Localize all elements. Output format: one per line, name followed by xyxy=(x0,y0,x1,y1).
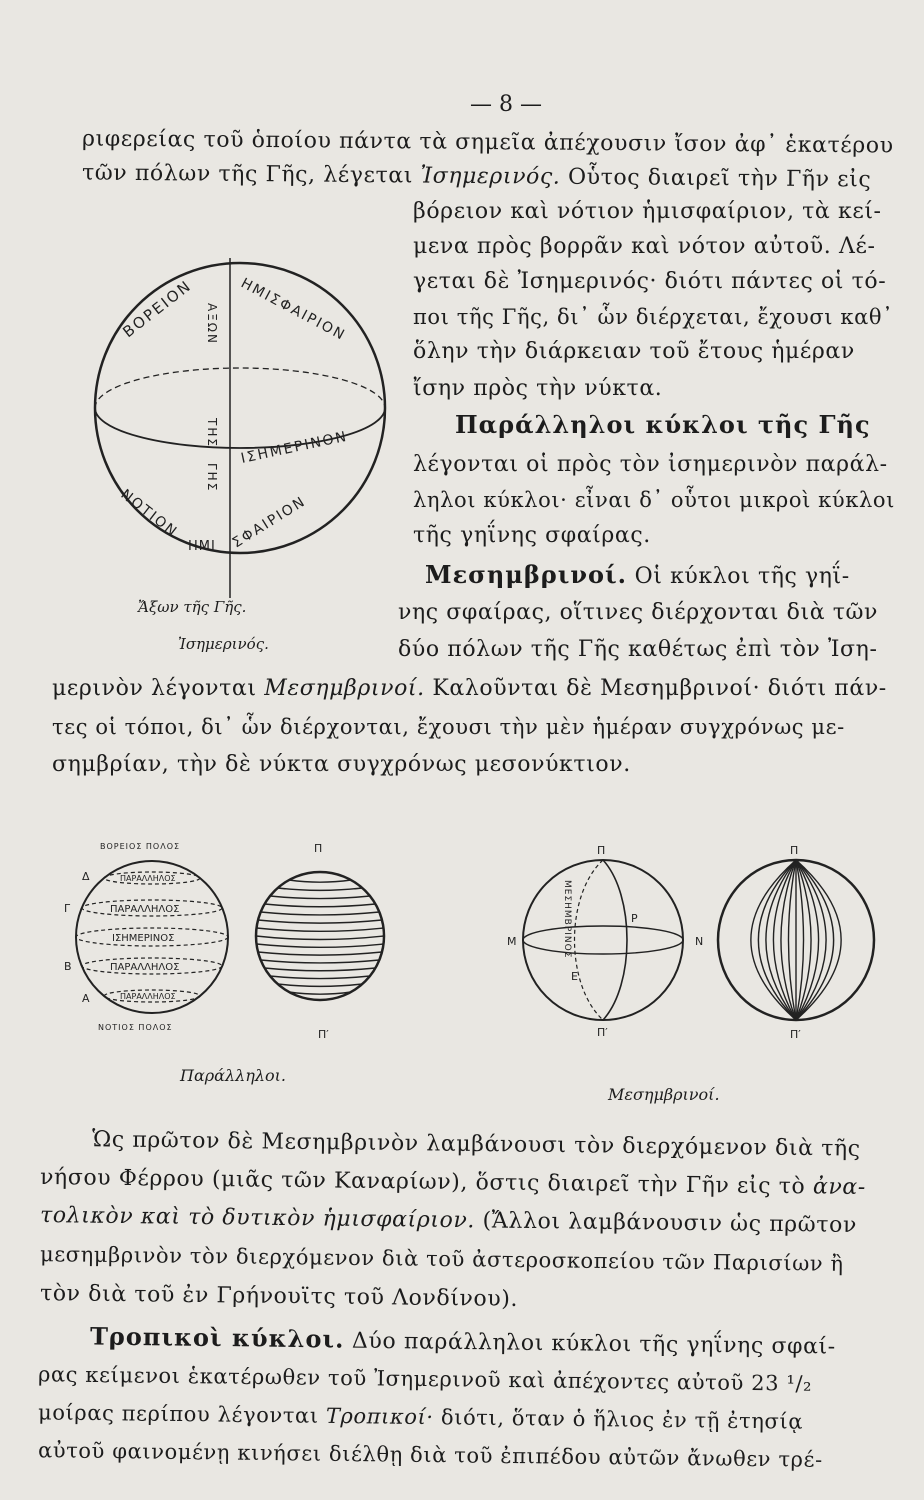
text-fragment: μοίρας περίπου λέγονται xyxy=(37,1400,319,1428)
text-line xyxy=(40,1163,866,1203)
meridian-line xyxy=(758,860,796,1020)
fig3-caption: Μεσημβρινοί. xyxy=(608,1085,720,1104)
parallel-line xyxy=(289,880,351,882)
meridian-line xyxy=(796,860,804,1020)
text-line: ριφερείας τοῦ ὁποίου πάντα τὰ σημεῖα ἀπέχουσιν ἴσον ἀφ᾽ ἑκατέρου xyxy=(81,126,894,159)
text-line: γεται δὲ Ἰσημερινός· διότι πάντες οἱ τό- xyxy=(413,269,887,294)
label-m: Μ xyxy=(507,935,517,948)
label-parallel: ΠΑΡΑΛΛΗΛΟΣ xyxy=(120,874,176,883)
text-line: βόρειον καὶ νότιον ἡμισφαίριον, τὰ κεί- xyxy=(413,199,882,224)
label-parallel: ΠΑΡΑΛΛΗΛΟΣ xyxy=(110,962,180,973)
parallel-line xyxy=(270,896,370,899)
text-line: τὸν διὰ τοῦ ἐν Γρήνουϊτς τοῦ Λονδίνου). xyxy=(39,1281,519,1312)
figure-meridians-globe xyxy=(710,840,885,1040)
parallel-line xyxy=(257,944,384,947)
term-equator: Ἰσημερινός. xyxy=(420,163,561,190)
term-eastern: ἀνα- xyxy=(812,1174,867,1201)
text-fragment: Καλοῦνται δὲ Μεσημβρινοί· διότι πάν- xyxy=(432,676,887,701)
letter-b: Β xyxy=(64,960,72,973)
parallel-line xyxy=(278,984,363,986)
text-line: ρας κείμενοι ἑκατέρωθεν τοῦ Ἰσημερινοῦ καὶ ἀπέχοντες αὐτοῦ 23 ¹/₂ xyxy=(37,1362,813,1396)
parallel-line xyxy=(278,888,363,890)
heading-meridians: Μεσημβρινοί. xyxy=(425,560,628,589)
heading-tropics: Τροπικοὶ κύκλοι. xyxy=(89,1321,345,1354)
fig1-caption-axis: Ἄξων τῆς Γῆς. xyxy=(138,598,247,616)
parallel-line xyxy=(258,920,382,923)
text-fragment: Δύο παράλληλοι κύκλοι τῆς γηΐνης σφαί- xyxy=(351,1328,836,1360)
label-parallel: ΠΑΡΑΛΛΗΛΟΣ xyxy=(120,992,176,1001)
label-pole-bottom: Π′ xyxy=(318,1028,329,1040)
label-hemisphere-top: ΗΜΙΣΦΑΙΡΙΟΝ xyxy=(238,275,349,345)
text-line: νης σφαίρας, οἵτινες διέρχονται διὰ τῶν xyxy=(398,600,879,625)
label-south-hemisphere-c: ΣΦΑΙΡΙΟΝ xyxy=(229,493,310,552)
fig1-caption-equator: Ἰσημερινός. xyxy=(178,635,269,653)
label-north-hemisphere: ΒΟΡΕΙΟΝ xyxy=(119,276,196,342)
figure-parallels-diagram xyxy=(60,840,240,1035)
term-tropics: Τροπικοί· xyxy=(325,1403,434,1430)
label-south-pole: ΝΟΤΙΟΣ ΠΟΛΟΣ xyxy=(98,1023,173,1032)
text-line: αὐτοῦ φαινομένῃ κινήσει διέλθῃ διὰ τοῦ ἐπιπέδου αὐτῶν ἄνωθεν τρέ- xyxy=(37,1438,823,1472)
text-line: Ὡς πρῶτον δὲ Μεσημβρινὸν λαμβάνουσι τὸν διερχόμενον διὰ τῆς xyxy=(91,1127,861,1162)
parallel-line xyxy=(261,960,380,963)
equator-ellipse xyxy=(523,926,683,954)
label-earth: ΓΗΣ xyxy=(205,463,219,493)
text-line: ποι τῆς Γῆς, δι᾽ ὧν διέρχεται, ἔχουσι καθ᾽ xyxy=(413,305,894,329)
globe-outline xyxy=(256,872,384,1000)
label-pole-top: Π xyxy=(790,844,799,857)
label-e: Ε xyxy=(571,970,578,983)
text-fragment: μερινὸν λέγονται xyxy=(52,676,257,701)
meridian-line xyxy=(788,860,796,1020)
label-pole-bottom: Π′ xyxy=(597,1026,608,1039)
text-line: μεσημβρινὸν τὸν διερχόμενον διὰ τοῦ ἀστεροσκοπείου τῶν Παρισίων ἢ xyxy=(39,1242,844,1276)
label-pole-top: Π xyxy=(314,842,323,855)
heading-parallels: Παράλληλοι κύκλοι τῆς Γῆς xyxy=(455,410,871,439)
meridian-back xyxy=(575,860,604,1020)
text-line xyxy=(40,1201,857,1241)
text-fragment: διότι, ὅταν ὁ ἥλιος ἐν τῇ ἐτησίᾳ xyxy=(440,1405,804,1434)
term-meridians: Μεσημβρινοί. xyxy=(264,676,425,701)
text-fragment: Οὗτος διαιρεῖ τὴν Γῆν εἰς xyxy=(567,164,872,193)
parallel-line xyxy=(270,976,370,979)
text-line: ὅλην τὴν διάρκειαν τοῦ ἔτους ἡμέραν xyxy=(413,339,855,364)
figure-axis-equator xyxy=(90,258,400,598)
parallel-lines xyxy=(256,880,384,994)
label-n: Ν xyxy=(695,935,704,948)
letter-g: Γ xyxy=(64,902,71,915)
text-line xyxy=(82,159,872,196)
text-line xyxy=(52,674,887,704)
label-parallel: ΠΑΡΑΛΛΗΛΟΣ xyxy=(110,904,180,915)
label-axis: ΑΞΩΝ xyxy=(205,303,219,345)
equator-back xyxy=(95,368,385,408)
meridian-front xyxy=(603,860,627,1020)
label-south-hemisphere-b: ΗΜΙ xyxy=(188,539,216,554)
text-line xyxy=(38,1397,803,1436)
label-pole-bottom: Π′ xyxy=(790,1028,801,1040)
parallel-line xyxy=(258,952,382,955)
figure-parallels-globe xyxy=(250,840,390,1040)
term-hemispheres: τολικὸν καὶ τὸ δυτικὸν ἡμισφαίριον. xyxy=(39,1203,476,1234)
parallel-line xyxy=(257,928,384,931)
parallel-line xyxy=(265,968,376,971)
text-line xyxy=(425,560,850,592)
meridian-line xyxy=(796,860,834,1020)
text-fragment: (Ἄλλοι λαμβάνουσιν ὡς πρῶτον xyxy=(482,1208,858,1238)
page-number: — 8 — xyxy=(470,92,542,117)
globe-outline xyxy=(523,860,683,1020)
text-line: λέγονται οἱ πρὸς τὸν ἰσημερινὸν παράλ- xyxy=(413,452,888,477)
text-fragment: τῶν πόλων τῆς Γῆς, λέγεται xyxy=(81,160,414,189)
text-fragment: Οἱ κύκλοι τῆς γηΐ- xyxy=(634,564,850,589)
parallel-line xyxy=(289,992,351,994)
fig2-caption: Παράλληλοι. xyxy=(180,1066,286,1085)
label-equator: ΙΣΗΜΕΡΙΝΟΝ xyxy=(239,428,350,467)
text-line: σημβρίαν, τὴν δὲ νύκτα συγχρόνως μεσονύκτιον. xyxy=(52,752,631,777)
parallel-line xyxy=(261,912,380,915)
label-equator: ΙΣΗΜΕΡΙΝΟΣ xyxy=(112,933,175,944)
text-line: τες οἱ τόποι, δι᾽ ὧν διέρχονται, ἔχουσι τὴν μὲν ἡμέραν συγχρόνως με- xyxy=(52,715,845,739)
letter-a: Α xyxy=(82,992,90,1005)
text-line: μενα πρὸς βορρᾶν καὶ νότον αὐτοῦ. Λέ- xyxy=(413,234,876,259)
letter-d: Δ xyxy=(82,870,90,883)
label-meridian: ΜΕΣΗΜΒΡΙΝΟΣ xyxy=(562,880,572,959)
label-south-hemisphere-a: ΝΟΤΙΟΝ xyxy=(117,486,181,541)
text-line: τῆς γηΐνης σφαίρας. xyxy=(413,523,651,548)
text-line: δύο πόλων τῆς Γῆς καθέτως ἐπὶ τὸν Ἰση- xyxy=(398,637,878,662)
parallel-line xyxy=(256,936,384,940)
meridian-lines xyxy=(751,860,841,1020)
label-pole-top: Π xyxy=(597,844,606,857)
parallel-line xyxy=(265,904,376,907)
text-line: ληλοι κύκλοι· εἶναι δ᾽ οὗτοι μικροὶ κύκλοι xyxy=(413,488,895,512)
label-north-pole: ΒΟΡΕΙΟΣ ΠΟΛΟΣ xyxy=(100,842,181,851)
label-rho: Ρ xyxy=(631,912,638,925)
text-line xyxy=(90,1321,836,1362)
figure-meridian-diagram xyxy=(505,840,710,1040)
text-line: ἴσην πρὸς τὴν νύκτα. xyxy=(413,376,663,401)
text-fragment: νήσου Φέρρου (μιᾶς τῶν Καναρίων), ὅστις διαιρεῖ τὴν Γῆν εἰς τὸ xyxy=(39,1164,806,1200)
label-of-the: ΤΗΣ xyxy=(205,418,219,448)
